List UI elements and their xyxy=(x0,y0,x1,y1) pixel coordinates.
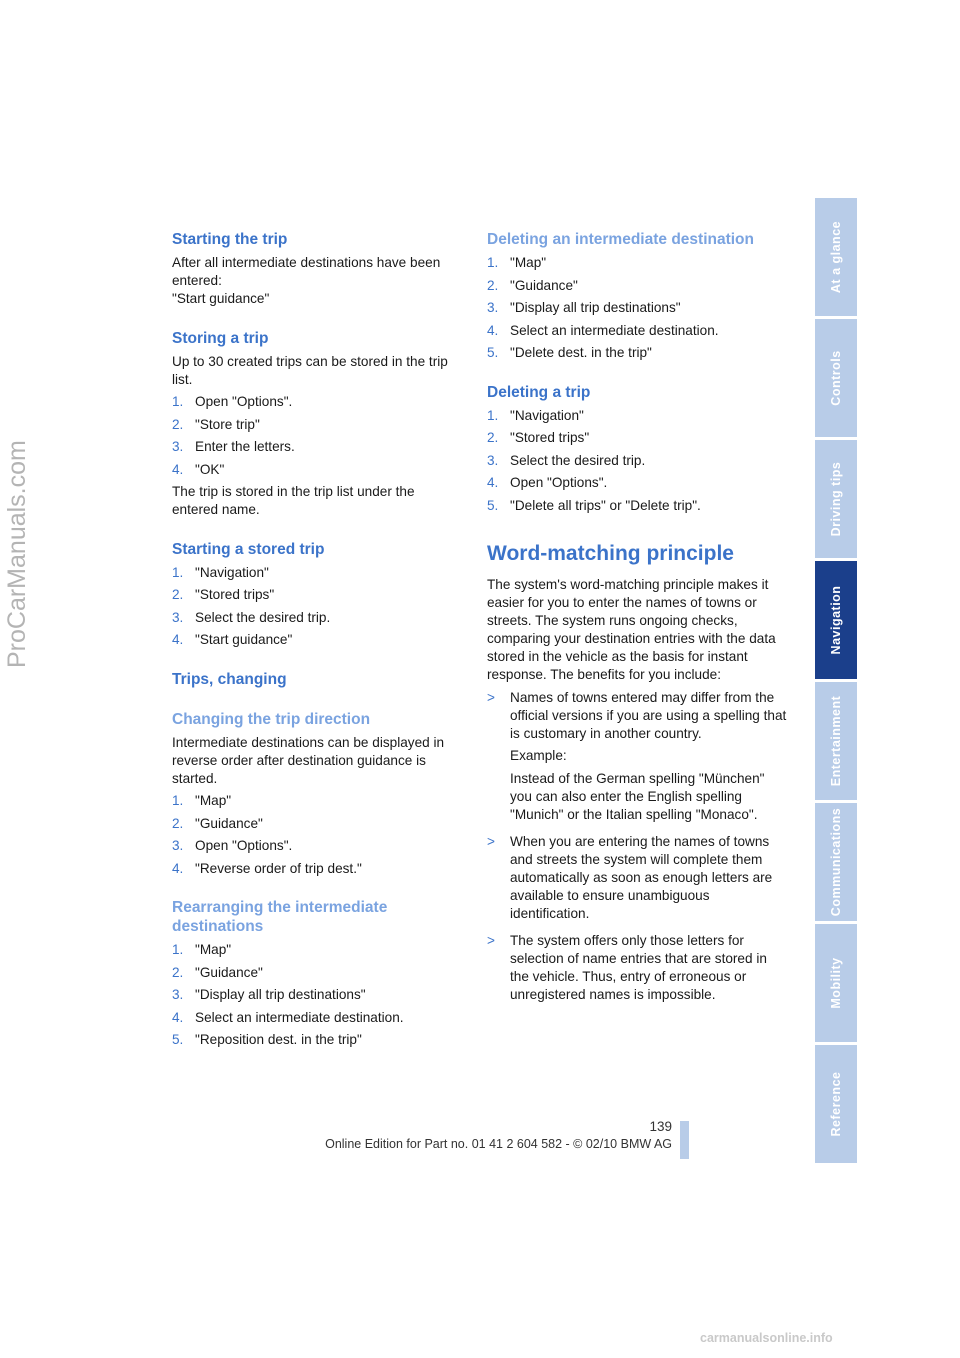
list-item: 2. "Store trip" xyxy=(172,416,260,432)
list-item: 3. "Display all trip destinations" xyxy=(172,987,366,1002)
list-item: 5. "Reposition dest. in the trip" xyxy=(172,1032,362,1047)
list-item: 4. Open "Options". xyxy=(487,475,608,490)
heading-word-matching: Word-matching principle xyxy=(487,542,734,565)
paragraph: After all intermediate destinations have been entered: xyxy=(172,255,441,288)
list-item: 3. Open "Options". xyxy=(172,838,293,853)
paragraph: The system's word-matching principle makes it easier for you to enter the names of towns or streets. The system runs ongoing checks, comparing your destination entries with the data stored in the vehicle as the basis for instant response. The benefits for you include: xyxy=(487,577,776,682)
list-item: 3. Enter the letters. xyxy=(172,439,295,454)
list-item: > Names of towns entered may differ from the official versions if you are using a spelling that is customary in another country. Example: Instead of the German spelling "München" you can also enter the English spelling "Munich" or the Italian spelling "Monaco". xyxy=(487,689,787,829)
page-number: 139 xyxy=(649,1119,672,1134)
bullet-marker: > xyxy=(487,689,495,705)
list-item: 4. "OK" xyxy=(172,461,225,477)
list-item: 5. "Delete dest. in the trip" xyxy=(487,345,652,360)
list-item: 1. "Map" xyxy=(172,793,232,808)
list-item: 2. "Guidance" xyxy=(172,964,263,980)
bottom-watermark: carmanualsonline.info xyxy=(700,1331,833,1345)
steps-deleting-trip xyxy=(487,407,787,515)
list-item: > When you are entering the names of towns and streets the system will complete them automatically as soon as enough letters are available to ensure unambiguous identification. xyxy=(487,833,787,928)
heading-deleting-intermediate: Deleting an intermediate destination xyxy=(487,231,754,248)
tab-reference[interactable]: Reference xyxy=(815,1045,857,1163)
list-item: > The system offers only those letters for selection of name entries that are stored in the vehicle. Thus, entry of erroneous or unregistered names is impossible. xyxy=(487,932,787,1009)
list-item: 1. "Navigation" xyxy=(172,564,269,580)
right-column xyxy=(487,230,787,1013)
tab-navigation[interactable]: Navigation xyxy=(815,561,857,679)
heading-rearranging: Rearranging the intermediate destinations xyxy=(172,899,388,935)
list-item: 2. "Guidance" xyxy=(172,815,263,831)
bullet-marker: > xyxy=(487,833,495,849)
list-item: 4. "Reverse order of trip dest." xyxy=(172,860,362,876)
list-item: 2. "Guidance" xyxy=(487,277,578,293)
list-item: 1. "Map" xyxy=(487,255,547,270)
bullet-marker: > xyxy=(487,932,495,948)
heading-storing-trip: Storing a trip xyxy=(172,329,269,347)
heading-starting-trip: Starting the trip xyxy=(172,231,288,248)
list-item: 3. Select the desired trip. xyxy=(172,609,331,625)
steps-starting-stored-trip xyxy=(172,564,462,650)
list-item: 3. Select the desired trip. xyxy=(487,452,646,468)
tab-at-a-glance[interactable]: At a glance xyxy=(815,198,857,316)
paragraph: The trip is stored in the trip list under the entered name. xyxy=(172,484,415,517)
tab-communications[interactable]: Communications xyxy=(815,803,857,921)
steps-storing-trip xyxy=(172,393,462,479)
paragraph: "Start guidance" xyxy=(172,291,270,306)
list-item: 5. "Delete all trips" or "Delete trip". xyxy=(487,497,701,513)
tab-entertainment[interactable]: Entertainment xyxy=(815,682,857,800)
tab-mobility[interactable]: Mobility xyxy=(815,924,857,1042)
heading-changing-direction: Changing the trip direction xyxy=(172,710,371,728)
edition-footer: Online Edition for Part no. 01 41 2 604 582 - © 02/10 BMW AG xyxy=(325,1137,672,1151)
chapter-tabs xyxy=(815,198,857,1166)
list-item: 2. "Stored trips" xyxy=(487,430,590,445)
list-item: 4. "Start guidance" xyxy=(172,632,293,647)
paragraph: Intermediate destinations can be displayed in reverse order after destination guidance is started. xyxy=(172,734,445,786)
steps-deleting-intermediate xyxy=(487,254,787,362)
list-item: 2. "Stored trips" xyxy=(172,587,275,602)
steps-changing-direction xyxy=(172,792,462,878)
paragraph: Up to 30 created trips can be stored in the trip list. xyxy=(172,353,448,387)
heading-deleting-trip: Deleting a trip xyxy=(487,383,591,401)
list-item: 4. Select an intermediate destination. xyxy=(487,322,719,338)
footer-accent-bar xyxy=(680,1121,689,1159)
steps-rearranging xyxy=(172,941,462,1049)
list-item: 4. Select an intermediate destination. xyxy=(172,1009,404,1025)
site-watermark: ProCarManuals.com xyxy=(3,440,32,668)
heading-starting-stored-trip: Starting a stored trip xyxy=(172,540,325,558)
list-item: 1. Open "Options". xyxy=(172,394,293,409)
heading-trips-changing: Trips, changing xyxy=(172,670,287,688)
left-column xyxy=(172,230,462,1054)
list-item: 1. "Map" xyxy=(172,942,232,957)
list-item: 3. "Display all trip destinations" xyxy=(487,300,681,315)
benefits-list xyxy=(487,689,787,1009)
list-item: 1. "Navigation" xyxy=(487,407,584,423)
tab-driving-tips[interactable]: Driving tips xyxy=(815,440,857,558)
tab-controls[interactable]: Controls xyxy=(815,319,857,437)
